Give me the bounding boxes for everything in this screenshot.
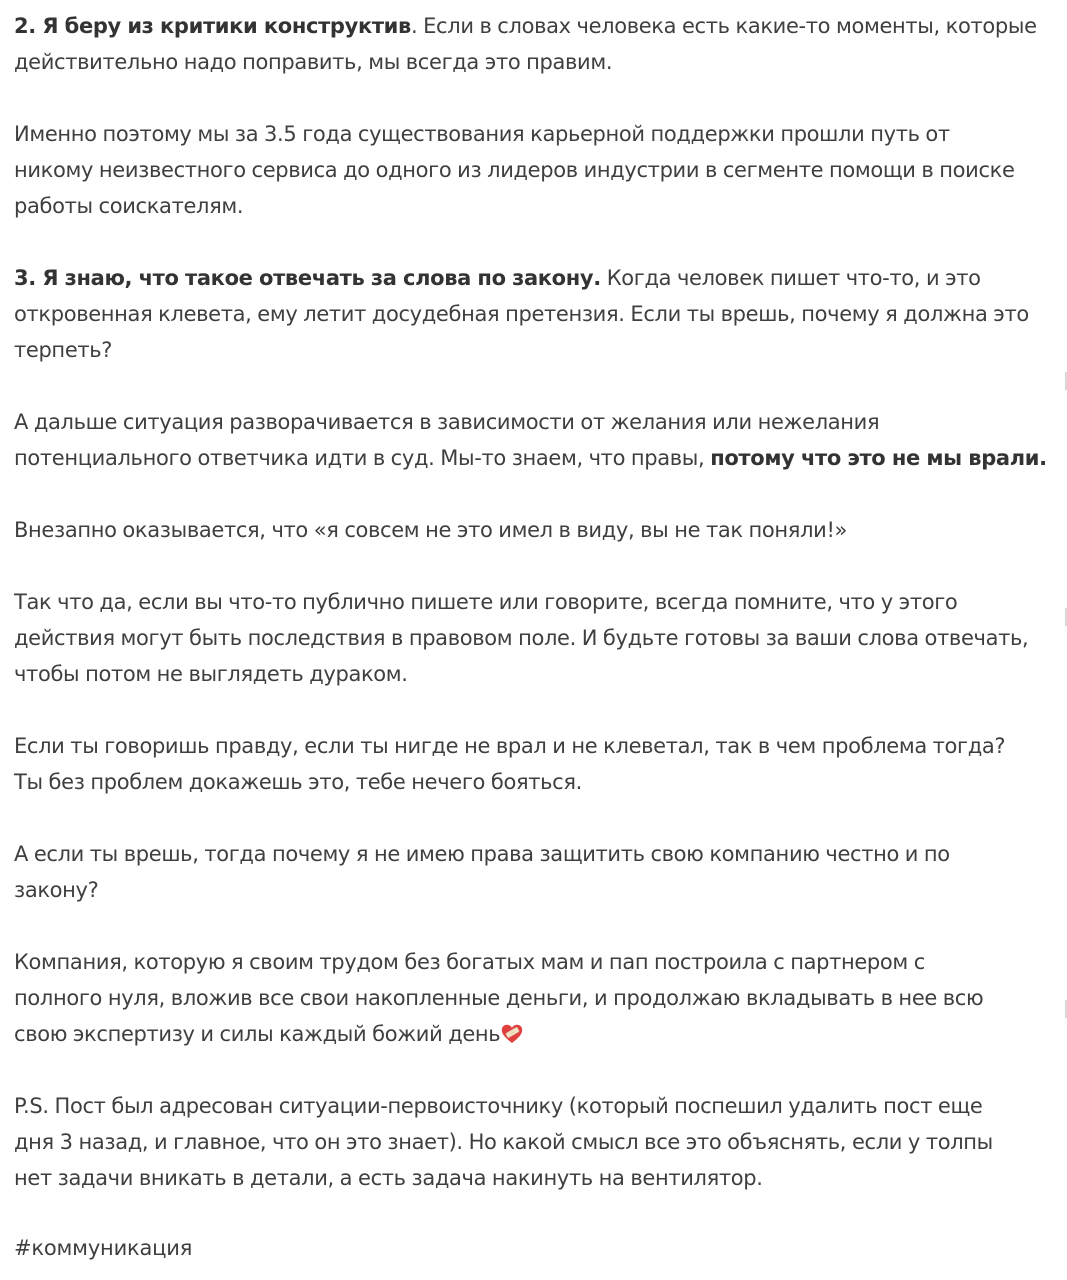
text-line (14, 440, 1053, 476)
text-line (14, 1016, 1053, 1052)
paragraph-growth (14, 116, 1053, 224)
text-line: Внезапно оказывается, что «я совсем не это имел в виду, вы не так поняли!» (14, 518, 848, 542)
text-line: действительно надо поправить, мы всегда это правим. (14, 50, 613, 74)
text-line: Ты без проблем докажешь это, тебе нечего бояться. (14, 770, 582, 794)
text-line: терпеть? (14, 338, 113, 362)
text-line: полного нуля, вложив все свои накопленные деньги, и продолжаю вкладывать в нее всю (14, 986, 984, 1010)
text-line: откровенная клевета, ему летит досудебная претензия. Если ты врешь, почему я должна это (14, 302, 1029, 326)
text-line: Если ты говоришь правду, если ты нигде не врал и не клеветал, так в чем проблема тогда? (14, 734, 1006, 758)
text-line: работы соискателям. (14, 194, 244, 218)
text-line: нет задачи вникать в детали, а есть задача накинуть на вентилятор. (14, 1166, 763, 1190)
text-line: Так что да, если вы что-то публично пишете или говорите, всегда помните, что у этого (14, 590, 958, 614)
text-line: чтобы потом не выглядеть дураком. (14, 662, 408, 686)
bold-emphasis: потому что это не мы врали. (710, 446, 1047, 470)
text-line: А дальше ситуация разворачивается в зависимости от желания или нежелания (14, 410, 880, 434)
text-fragment: свою экспертизу и силы каждый божий день (14, 1022, 501, 1046)
text-line (14, 8, 1053, 44)
paragraph-truth (14, 728, 1053, 800)
text-line: P.S. Пост был адресован ситуации-первоисточнику (который поспешил удалить пост еще (14, 1094, 983, 1118)
text-line: Именно поэтому мы за 3.5 года существования карьерной поддержки прошли путь от (14, 122, 950, 146)
paragraph-company (14, 944, 1053, 1052)
text-line (14, 260, 1053, 296)
text-line: Компания, которую я своим трудом без богатых мам и пап построила с партнером с (14, 950, 925, 974)
paragraph-surprise (14, 512, 1053, 548)
paragraph-court (14, 404, 1053, 476)
hashtag-link[interactable]: #коммуникация (14, 1236, 193, 1260)
text-fragment: Когда человек пишет что-то, и это (600, 266, 981, 290)
text-fragment: . Если в словах человека есть какие-то моменты, которые (410, 14, 1037, 38)
paragraph-rights (14, 836, 1053, 908)
paragraph-ps (14, 1088, 1053, 1196)
text-line: закону? (14, 878, 99, 902)
bold-heading: 3. Я знаю, что такое отвечать за слова по закону. (14, 266, 601, 290)
paragraph-criticism (14, 8, 1053, 80)
text-line: А если ты врешь, тогда почему я не имею права защитить свою компанию честно и по (14, 842, 950, 866)
mending-heart-icon (501, 1024, 523, 1044)
text-line: никому неизвестного сервиса до одного из лидеров индустрии в сегменте помощи в поиске (14, 158, 1015, 182)
bold-heading: 2. Я беру из критики конструктив (14, 14, 411, 38)
text-fragment: потенциального ответчика идти в суд. Мы-то знаем, что правы, (14, 446, 711, 470)
paragraph-law (14, 260, 1053, 368)
paragraph-consequences (14, 584, 1053, 692)
text-line: дня 3 назад, и главное, что он это знает). Но какой смысл все это объяснять, если у толпы (14, 1130, 993, 1154)
text-line: действия могут быть последствия в правовом поле. И будьте готовы за ваши слова отвечать, (14, 626, 1029, 650)
